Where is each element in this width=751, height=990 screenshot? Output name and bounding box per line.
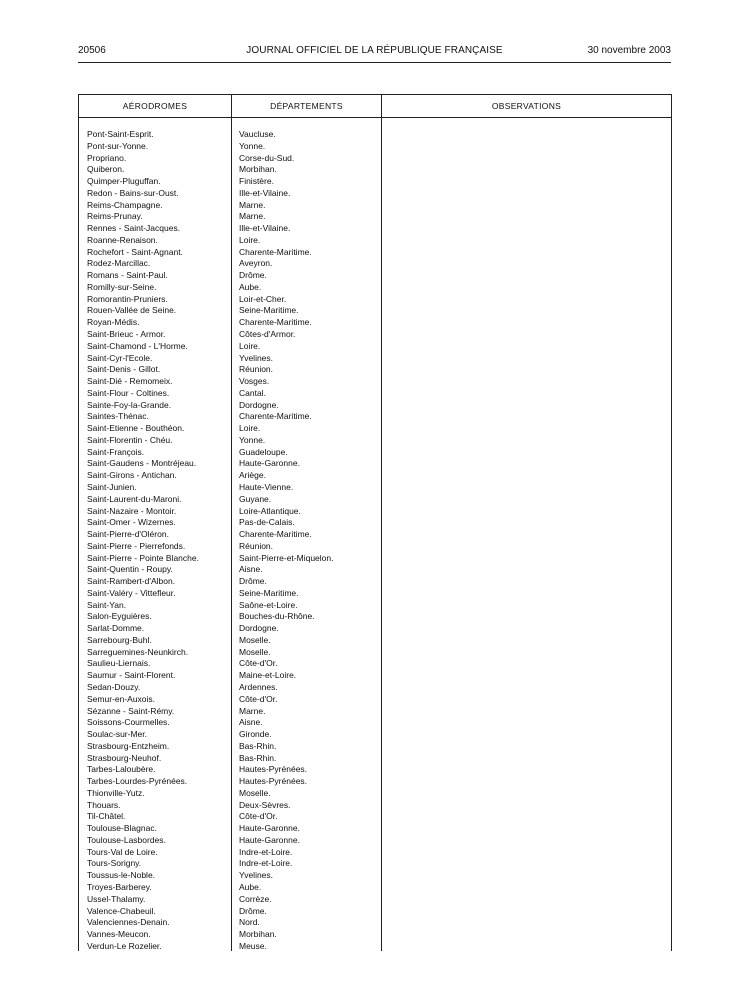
departement-name: Moselle. [239, 634, 271, 645]
publication-date: 30 novembre 2003 [587, 45, 671, 56]
aerodrome-name: Tours-Sorigny. [87, 858, 142, 869]
departement-name: Aube. [239, 281, 262, 292]
aerodrome-name: Rouen-Vallée de Seine. [87, 305, 177, 316]
departement-name: Marne. [239, 199, 266, 210]
aerodrome-name: Quiberon. [87, 164, 125, 175]
departement-name: Ille-et-Vilaine. [239, 187, 291, 198]
aerodrome-name: Sedan-Douzy. [87, 681, 141, 692]
departement-name: Saint-Pierre-et-Miquelon. [239, 552, 334, 563]
departement-name: Aveyron. [239, 258, 273, 269]
aerodrome-name: Ussel-Thalamy. [87, 893, 146, 904]
departement-name: Haute-Garonne. [239, 823, 300, 834]
aerodrome-name: Toussus-le-Noble. [87, 870, 156, 881]
departement-name: Morbihan. [239, 164, 277, 175]
header-row-divider [79, 117, 671, 118]
aerodrome-name: Saint-Flour - Coltines. [87, 387, 170, 398]
departement-name: Pas-de-Calais. [239, 517, 295, 528]
aerodrome-name: Reims-Champagne. [87, 199, 163, 210]
aerodromes-table [78, 94, 672, 951]
departement-name: Moselle. [239, 646, 271, 657]
departement-name: Côte-d'Or. [239, 811, 278, 822]
departement-name: Moselle. [239, 787, 271, 798]
departement-name: Réunion. [239, 364, 274, 375]
departement-name: Vaucluse. [239, 129, 276, 139]
departement-name: Loir-et-Cher. [239, 293, 287, 304]
aerodrome-name: Saint-Brieuc - Armor. [87, 329, 166, 340]
column-divider [381, 95, 382, 951]
departement-name: Dordogne. [239, 399, 279, 410]
aerodrome-name: Sainte-Foy-la-Grande. [87, 399, 172, 410]
aerodrome-name: Saint-Pierre - Pierrefonds. [87, 540, 186, 551]
aerodrome-name: Rennes - Saint-Jacques. [87, 223, 181, 234]
departement-name: Indre-et-Loire. [239, 858, 293, 869]
departement-name: Corse-du-Sud. [239, 152, 295, 163]
departement-name: Aube. [239, 882, 262, 892]
page-header [78, 44, 671, 58]
column-header-aerodromes: AÉRODROMES [122, 101, 188, 111]
aerodrome-name: Troyes-Barberey. [87, 882, 152, 892]
departement-name: Haute-Garonne. [239, 458, 300, 469]
aerodrome-name: Saint-Pierre - Pointe Blanche. [87, 552, 199, 563]
aerodrome-name: Saint-Cyr-l'Ecole. [87, 352, 153, 363]
aerodrome-name: Romans - Saint-Paul. [87, 270, 168, 281]
departement-name: Deux-Sèvres. [239, 799, 291, 810]
aerodrome-name: Til-Châtel. [87, 811, 126, 822]
aerodrome-name: Saint-Florentin - Chéu. [87, 434, 173, 445]
aerodrome-name: Quimper-Pluguffan. [87, 176, 161, 187]
column-header-observations: OBSERVATIONS [491, 101, 562, 111]
aerodrome-name: Pont-Saint-Esprit. [87, 129, 154, 139]
departement-name: Saône-et-Loire. [239, 599, 298, 610]
aerodrome-name: Saint-Etienne - Bouthéon. [87, 423, 185, 434]
aerodrome-name: Redon - Bains-sur-Oust. [87, 187, 179, 198]
aerodrome-name: Soissons-Courmelles. [87, 717, 170, 728]
aerodromes-column [87, 129, 199, 953]
aerodrome-name: Toulouse-Lasbordes. [87, 834, 166, 845]
journal-title: JOURNAL OFFICIEL DE LA RÉPUBLIQUE FRANÇAISE [246, 45, 503, 56]
departement-name: Corrèze. [239, 893, 272, 904]
departement-name: Côtes-d'Armor. [239, 329, 296, 340]
departement-name: Drôme. [239, 905, 267, 916]
departement-name: Charente-Maritime. [239, 246, 312, 257]
aerodrome-name: Strasbourg-Neuhof. [87, 752, 162, 763]
departement-name: Yvelines. [239, 870, 274, 881]
departement-name: Ille-et-Vilaine. [239, 223, 291, 234]
aerodrome-name: Saint-Yan. [87, 599, 127, 610]
aerodrome-name: Sarlat-Domme. [87, 623, 145, 634]
aerodrome-name: Valenciennes-Denain. [87, 917, 170, 928]
departement-name: Charente-Maritime. [239, 529, 312, 540]
aerodrome-name: Romilly-sur-Seine. [87, 281, 157, 292]
departement-name: Cantal. [239, 387, 266, 398]
aerodrome-name: Semur-en-Auxois. [87, 693, 156, 704]
aerodrome-name: Saint-Dié - Remomeix. [87, 376, 173, 387]
departement-name: Vosges. [239, 376, 270, 387]
aerodrome-name: Saint-Pierre-d'Oléron. [87, 529, 169, 540]
departement-name: Yonne. [239, 434, 266, 445]
departement-name: Dordogne. [239, 623, 279, 634]
aerodrome-name: Saint-Valéry - Vittefleur. [87, 587, 176, 598]
aerodrome-name: Vannes-Meucon. [87, 929, 151, 940]
aerodrome-name: Saint-Junien. [87, 481, 137, 492]
departement-name: Yonne. [239, 140, 266, 151]
aerodrome-name: Valence-Chabeuil. [87, 905, 156, 916]
page-number: 20506 [78, 45, 106, 56]
departement-name: Réunion. [239, 540, 274, 551]
aerodrome-name: Saint-Omer - Wizernes. [87, 517, 176, 528]
departement-name: Marne. [239, 705, 266, 716]
aerodrome-name: Saint-Girons - Antichan. [87, 470, 177, 481]
aerodrome-name: Saulieu-Liernais. [87, 658, 151, 669]
aerodrome-name: Salon-Eyguières. [87, 611, 152, 622]
departement-name: Nord. [239, 917, 260, 928]
departement-name: Haute-Garonne. [239, 834, 300, 845]
aerodrome-name: Saint-Denis - Gillot. [87, 364, 161, 375]
aerodrome-name: Saint-Gaudens - Montréjeau. [87, 458, 197, 469]
aerodrome-name: Sarreguemines-Neunkirch. [87, 646, 189, 657]
departement-name: Gironde. [239, 729, 272, 740]
departement-name: Loire. [239, 234, 261, 245]
departement-name: Guyane. [239, 493, 272, 504]
departement-name: Drôme. [239, 576, 267, 587]
aerodrome-name: Saint-François. [87, 446, 145, 457]
aerodrome-name: Rodez-Marcillac. [87, 258, 151, 269]
aerodrome-name: Romorantin-Pruniers. [87, 293, 168, 304]
departement-name: Yvelines. [239, 352, 274, 363]
departement-name: Loire. [239, 423, 261, 434]
aerodrome-name: Strasbourg-Entzheim. [87, 740, 170, 751]
departement-name: Côte-d'Or. [239, 693, 278, 704]
departement-name: Guadeloupe. [239, 446, 288, 457]
aerodrome-name: Propriano. [87, 152, 127, 163]
aerodrome-name: Thionville-Yutz. [87, 787, 145, 798]
column-header-departements: DÉPARTEMENTS [270, 101, 343, 111]
departement-name: Indre-et-Loire. [239, 846, 293, 857]
departement-name: Bas-Rhin. [239, 752, 277, 763]
aerodrome-name: Saumur - Saint-Florent. [87, 670, 176, 681]
aerodrome-name: Saint-Rambert-d'Albon. [87, 576, 176, 587]
departement-name: Marne. [239, 211, 266, 222]
aerodrome-name: Saint-Nazaire - Montoir. [87, 505, 177, 516]
aerodrome-name: Tarbes-Laloubère. [87, 764, 156, 775]
departement-name: Aisne. [239, 564, 263, 575]
aerodrome-name: Saint-Chamond - L'Horme. [87, 340, 188, 351]
departements-column [239, 129, 333, 953]
aerodrome-name: Pont-sur-Yonne. [87, 140, 149, 151]
departement-name: Aisne. [239, 717, 263, 728]
departement-name: Ardennes. [239, 681, 278, 692]
aerodrome-name: Tours-Val de Loire. [87, 846, 158, 857]
departement-name: Drôme. [239, 270, 267, 281]
departement-name: Charente-Maritime. [239, 317, 312, 328]
aerodrome-name: Saint-Laurent-du-Maroni. [87, 493, 182, 504]
aerodrome-name: Reims-Prunay. [87, 211, 143, 222]
departement-name: Loire. [239, 340, 261, 351]
departement-name: Loire-Atlantique. [239, 505, 301, 516]
header-rule [78, 62, 671, 63]
aerodrome-name: Rochefort - Saint-Agnant. [87, 246, 183, 257]
aerodrome-name: Royan-Médis. [87, 317, 140, 328]
departement-name: Charente-Maritime. [239, 411, 312, 422]
departement-name: Hautes-Pyrénées. [239, 776, 308, 787]
departement-name: Morbihan. [239, 929, 277, 940]
aerodrome-name: Tarbes-Lourdes-Pyrénées. [87, 776, 188, 787]
departement-name: Côte-d'Or. [239, 658, 278, 669]
departement-name: Bouches-du-Rhône. [239, 611, 315, 622]
aerodrome-name: Soulac-sur-Mer. [87, 729, 147, 740]
departement-name: Bas-Rhin. [239, 740, 277, 751]
departement-name: Seine-Maritime. [239, 305, 299, 316]
departement-name: Haute-Vienne. [239, 481, 294, 492]
departement-name: Ariège. [239, 470, 266, 481]
aerodrome-name: Thouars. [87, 799, 121, 810]
departement-name: Seine-Maritime. [239, 587, 299, 598]
aerodrome-name: Sarrebourg-Buhl. [87, 634, 152, 645]
aerodrome-name: Saint-Quentin - Roupy. [87, 564, 173, 575]
aerodrome-name: Roanne-Renaison. [87, 234, 158, 245]
aerodrome-name: Toulouse-Blagnac. [87, 823, 157, 834]
departement-name: Meuse. [239, 940, 267, 951]
aerodrome-name: Sézanne - Saint-Rémy. [87, 705, 175, 716]
column-divider [231, 95, 232, 951]
aerodrome-name: Verdun-Le Rozelier. [87, 940, 162, 951]
aerodrome-name: Saintes-Thénac. [87, 411, 149, 422]
departement-name: Finistère. [239, 176, 274, 187]
departement-name: Maine-et-Loire. [239, 670, 297, 681]
departement-name: Hautes-Pyrénées. [239, 764, 308, 775]
